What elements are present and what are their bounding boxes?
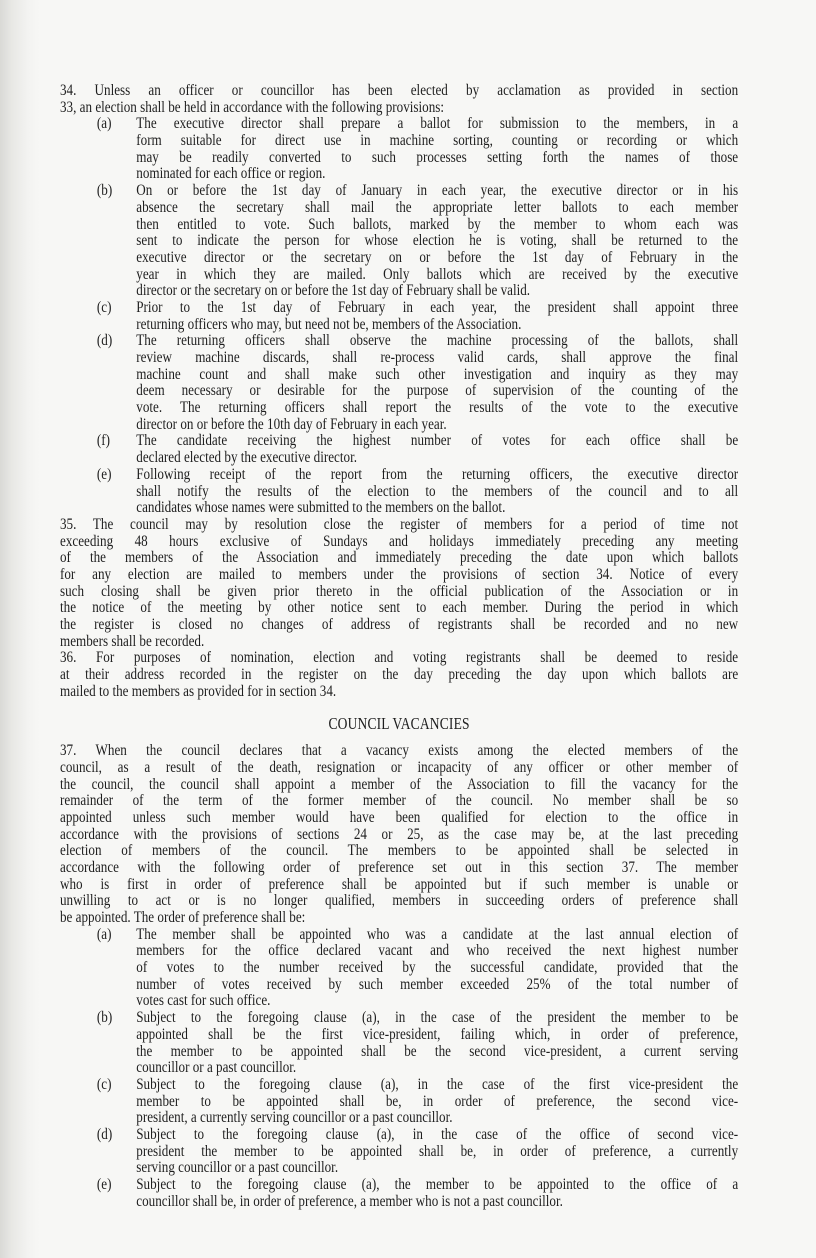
text-line: Prior to the 1st day of February in each year, the president shall appoint three xyxy=(136,298,739,316)
text-line: vote. The returning officers shall report the results of the vote to the executive xyxy=(136,399,739,417)
text-line: The candidate receiving the highest number of votes for each office shall be xyxy=(136,432,739,450)
clause-label: (a) xyxy=(96,925,112,943)
text-line: mailed to the members as provided for in section 34. xyxy=(60,682,337,700)
document-page xyxy=(60,83,738,1210)
text-line: who is first in order of preference shall be appointed but if such member is unable or xyxy=(60,875,739,893)
section-paragraph xyxy=(60,517,738,651)
text-line: council, as a result of the death, resignation or incapacity of any officer or other member of xyxy=(60,758,739,776)
text-line: councillor or a past councillor. xyxy=(136,1059,297,1077)
clause xyxy=(60,1010,738,1077)
text-line: councillor shall be, in order of preference, a member who is not a past councillor. xyxy=(136,1192,563,1210)
clause-label: (c) xyxy=(96,298,112,316)
text-line: the member to be appointed shall be the second vice-president, a current serving xyxy=(136,1042,739,1060)
section-paragraph xyxy=(60,650,738,700)
text-line: 33, an election shall be held in accordance with the following provisions: xyxy=(60,98,445,116)
text-line: form suitable for direct use in machine sorting, counting or recording or which xyxy=(136,132,739,150)
text-line: president, a currently serving councillor or a past councillor. xyxy=(136,1109,453,1127)
text-line: the notice of the meeting by other notice sent to each member. During the period in which xyxy=(60,599,739,617)
text-line: exceeding 48 hours exclusive of Sundays and holidays immediately preceding any meeting xyxy=(60,532,739,550)
clause-label: (a) xyxy=(96,115,112,133)
text-line: shall notify the results of the election to the members of the council and to all xyxy=(136,482,739,500)
text-line: members shall be recorded. xyxy=(60,632,205,650)
text-line: machine count and shall make such other investigation and inquiry as they may xyxy=(136,365,739,383)
text-line: Subject to the foregoing clause (a), the member to be appointed to the office of a xyxy=(136,1176,739,1193)
text-line: director on or before the 10th day of February in each year. xyxy=(136,415,447,433)
clause xyxy=(60,1177,738,1210)
text-line: at their address recorded in the register on the day preceding the day upon which ballots are xyxy=(60,666,739,684)
clause xyxy=(60,300,738,333)
text-line: unwilling to act or is no longer qualified, members in succeeding orders of preference shall xyxy=(60,892,739,910)
text-line: review machine discards, shall re-process valid cards, shall approve the final xyxy=(136,349,739,366)
clause-label: (d) xyxy=(96,1125,113,1143)
text-line: of the members of the Association and immediately preceding the date upon which ballots xyxy=(60,549,739,567)
text-line: the register is closed no changes of address of registrants shall be recorded and no new xyxy=(60,616,739,633)
clause xyxy=(60,183,738,300)
text-line: remainder of the term of the former member of the council. No member shall be so xyxy=(60,792,739,810)
clause-label: (f) xyxy=(96,432,111,450)
text-line: election of members of the council. The members to be appointed shall be selected in xyxy=(60,842,739,860)
clause xyxy=(60,927,738,1010)
text-line: number of votes received by such member exceeded 25% of the total number of xyxy=(136,975,739,993)
text-line: accordance with the following order of preference set out in this section 37. The member xyxy=(60,858,739,876)
text-line: The executive director shall prepare a ballot for submission to the members, in a xyxy=(136,115,739,133)
clause xyxy=(60,1127,738,1177)
text-line: sent to indicate the person for whose election he is voting, shall be returned to the xyxy=(136,232,739,250)
text-line: appointed unless such member would have been qualified for election to the office in xyxy=(60,808,739,826)
text-line: absence the secretary shall mail the appropriate letter ballots to each member xyxy=(136,198,739,216)
text-line: members for the office declared vacant and who received the next highest number xyxy=(136,942,739,960)
clause-label: (c) xyxy=(96,1075,112,1093)
section-heading: COUNCIL VACANCIES xyxy=(328,714,470,734)
text-line: returning officers who may, but need not be, members of the Association. xyxy=(136,315,522,333)
text-line: declared elected by the executive director. xyxy=(136,449,357,467)
text-line: president the member to be appointed shall be, in order of preference, a currently xyxy=(136,1142,739,1160)
text-line: nominated for each office or region. xyxy=(136,165,326,183)
text-line: Subject to the foregoing clause (a), in the case of the first vice-president the xyxy=(136,1075,739,1093)
text-line: serving councillor or a past councillor. xyxy=(136,1159,339,1177)
text-line: On or before the 1st day of January in each year, the executive director or in his xyxy=(136,182,739,200)
text-line: deem necessary or desirable for the purpose of supervision of the counting of the xyxy=(136,382,739,400)
text-line: such closing shall be given prior thereto in the official publication of the Association or in xyxy=(60,582,739,600)
clause xyxy=(60,333,738,433)
text-line: 36. For purposes of nomination, election and voting registrants shall be deemed to reside xyxy=(60,649,739,667)
text-line: 37. When the council declares that a vacancy exists among the elected members of the xyxy=(60,742,739,760)
clause-label: (b) xyxy=(96,1009,113,1027)
text-line: 34. Unless an officer or councillor has been elected by acclamation as provided in section xyxy=(60,82,739,99)
text-line: candidates whose names were submitted to the members on the ballot. xyxy=(136,499,506,517)
clause-label: (e) xyxy=(96,465,112,483)
clause-label: (b) xyxy=(96,182,113,200)
section-paragraph xyxy=(60,83,738,116)
clause xyxy=(60,1077,738,1127)
clause xyxy=(60,467,738,517)
text-line: The returning officers shall observe the machine processing of the ballots, shall xyxy=(136,332,739,350)
text-line: accordance with the provisions of sections 24 or 25, as the case may be, at the last preceding xyxy=(60,825,739,843)
text-line: 35. The council may by resolution close the register of members for a period of time not xyxy=(60,515,739,533)
section-paragraph xyxy=(60,743,738,927)
text-line: may be readily converted to such processes setting forth the names of those xyxy=(136,148,739,166)
text-line: The member shall be appointed who was a candidate at the last annual election of xyxy=(136,925,739,943)
text-line: votes cast for such office. xyxy=(136,992,271,1010)
text-line: Following receipt of the report from the returning officers, the executive director xyxy=(136,465,739,483)
clause xyxy=(60,433,738,466)
text-line: be appointed. The order of preference shall be: xyxy=(60,909,306,926)
text-line: member to be appointed shall be, in order of preference, the second vice- xyxy=(136,1092,739,1110)
text-line: executive director or the secretary on or before the 1st day of February in the xyxy=(136,248,739,266)
text-line: of votes to the number received by the successful candidate, provided that the xyxy=(136,959,739,977)
text-line: director or the secretary on or before the 1st day of February shall be valid. xyxy=(136,282,531,300)
text-line: Subject to the foregoing clause (a), in the case of the president the member to be xyxy=(136,1009,739,1027)
text-line: year in which they are mailed. Only ballots which are received by the executive xyxy=(136,265,739,283)
text-line: Subject to the foregoing clause (a), in the case of the office of second vice- xyxy=(136,1125,739,1143)
clause xyxy=(60,116,738,183)
text-line: for any election are mailed to members under the provisions of section 34. Notice of every xyxy=(60,565,739,583)
clause-label: (d) xyxy=(96,332,113,350)
text-line: then entitled to vote. Such ballots, marked by the member to whom each was xyxy=(136,215,739,233)
text-line: appointed shall be the first vice-president, failing which, in order of preference, xyxy=(136,1025,739,1043)
clause-label: (e) xyxy=(96,1176,112,1193)
text-line: the council, the council shall appoint a member of the Association to fill the vacancy for the xyxy=(60,775,739,793)
scan-edge xyxy=(0,0,40,1258)
